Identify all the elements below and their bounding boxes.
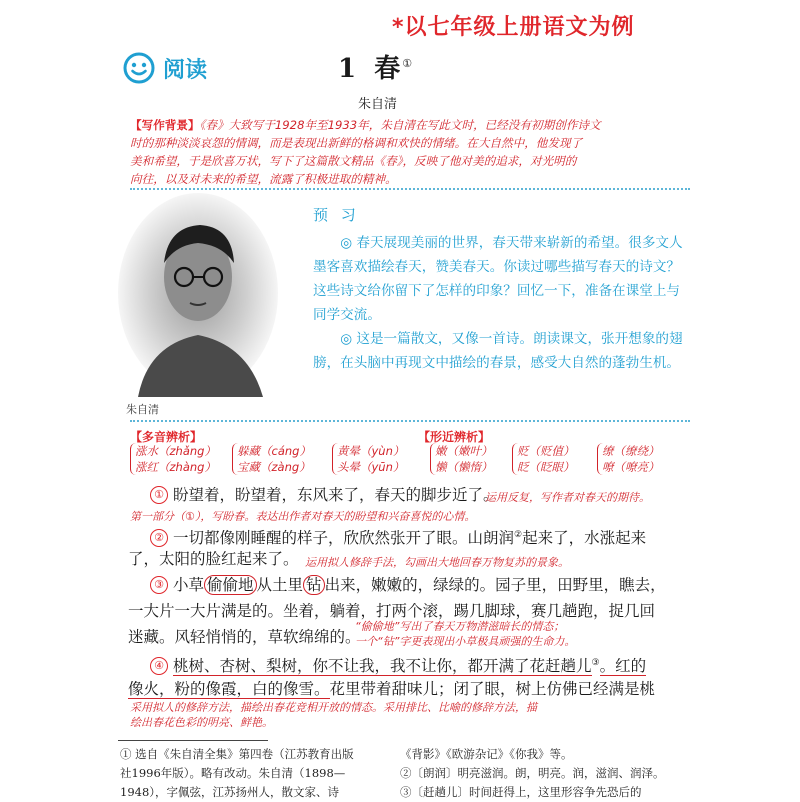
footnote-line: 1948），字佩弦，江苏扬州人，散文家、诗: [120, 785, 340, 799]
shape-group: [430, 443, 493, 475]
preview-section: [313, 204, 693, 375]
author-name: 朱自清: [358, 97, 398, 112]
background-line-text: 《春》大致写于1928年至1933年，朱自清在写此文时，已经没有初期创作诗文: [199, 118, 601, 132]
paragraph-text: 小草: [173, 576, 205, 594]
shape-group: [512, 443, 575, 475]
footnote-line: 社1996年版）。略有改动。朱自清（1898—: [120, 766, 346, 780]
footnote-left: [120, 745, 354, 802]
pronunciation-heading: 【多音辨析】: [130, 430, 203, 444]
underlined-text: 。红的: [599, 657, 647, 676]
lesson-title: [338, 48, 412, 85]
background-line: 向往，以及对未来的希望，流露了积极进取的精神。: [130, 172, 397, 186]
margin-note: “偷偷地”写出了春天万物潜滋暗长的情态；: [355, 620, 565, 633]
paragraph-text: 一大片一大片满是的。坐着，躺着，打两个滚，踢几脚球，赛几趟跑，捉几回: [128, 602, 656, 620]
pron-item: 躲藏（cáng）: [237, 444, 311, 458]
background-line: [130, 116, 670, 134]
part-summary-note: 第一部分（①），写盼春。表达出作者对春天的盼望和兴奋喜悦的心情。: [130, 510, 476, 523]
smiley-icon: [123, 52, 155, 84]
paragraph-text: 盼望着，盼望着，东风来了，春天的脚步近了。: [173, 486, 499, 504]
preview-title: 预 习: [313, 206, 360, 224]
paragraph-number: ②: [150, 529, 168, 547]
shape-item: 懒（懒惰）: [435, 460, 493, 474]
paragraph-number: ④: [150, 657, 168, 675]
footnote-line: ③〔赶趟儿〕时间赶得上，这里形容争先恐后的: [400, 785, 642, 799]
paragraph-number: ①: [150, 486, 168, 504]
pronunciation-group: [232, 443, 311, 475]
footnote-rule: [118, 740, 268, 741]
underlined-text: 像火，粉的像霞，白的像雪。: [128, 680, 330, 698]
paragraph-text: 了，太阳的脸红起来了。: [128, 550, 299, 568]
footnote-mark: ②: [514, 530, 523, 540]
pron-item: 宝藏（zàng）: [237, 460, 311, 474]
shape-item: 眨（眨眼）: [517, 460, 575, 474]
underlined-text: 桃树、杏树、梨树，你不让我，我不让你，都开满了花赶趟儿: [173, 657, 592, 676]
author-portrait: [118, 185, 278, 397]
pronunciation-group: [332, 443, 404, 475]
paragraph-text: 花里带着甜味儿；闭了眼，树上仿佛已经满是桃: [329, 680, 656, 698]
body-paragraph-3: [150, 572, 710, 598]
portrait-caption: 朱自清: [126, 403, 159, 416]
pron-item: 涨水（zhǎng）: [135, 444, 216, 458]
dotted-divider: [130, 420, 690, 422]
background-line: 时的那种淡淡哀怨的情调，而是表现出新鲜的格调和欢快的情绪。在大自然中，他发现了: [130, 136, 583, 150]
footnote-line: ②〔朗润〕明亮滋润。朗，明亮。润，滋润、润泽。: [400, 766, 665, 780]
pron-item: 涨红（zhàng）: [135, 460, 216, 474]
shape-item: 缭（缭绕）: [602, 444, 660, 458]
pronunciation-group: [130, 443, 216, 475]
footnote-line: ① 选自《朱自清全集》第四卷（江苏教育出版: [120, 747, 354, 761]
shape-item: 嘹（嘹亮）: [602, 460, 660, 474]
paragraph-text: 一切都像刚睡醒的样子，欣欣然张开了眼。山朗润: [173, 529, 515, 548]
shape-item: 贬（贬值）: [517, 444, 575, 458]
shape-heading: 【形近辨析】: [418, 430, 491, 444]
margin-note: 运用拟人修辞手法，勾画出大地回春万物复苏的景象。: [305, 556, 569, 569]
footnote-right: [400, 745, 665, 802]
footnote-mark: ③: [591, 658, 600, 668]
background-line: 美和希望，于是欣喜万状，写下了这篇散文精品《春》，反映了他对美的追求，对光明的: [130, 154, 577, 168]
margin-note: 运用反复，写作者对春天的期待。: [485, 491, 650, 504]
margin-note: 一个“钻”字更表现出小草极具顽强的生命力。: [355, 635, 576, 648]
preview-paragraph: ◎ 这是一篇散文，又像一首诗。朗读课文，张开想象的翅膀，在头脑中再现文中描绘的春景，感受大自然的蓬勃生机。: [313, 331, 683, 371]
shape-group: [597, 443, 660, 475]
circled-word: 钻: [303, 575, 325, 595]
paragraph-text: 从土里: [256, 576, 304, 594]
title-footnote-mark: ①: [402, 57, 413, 71]
preview-paragraph: ◎ 春天展现美丽的世界，春天带来崭新的希望。很多文人墨客喜欢描绘春天，赞美春天。你读过哪些描写春天的诗文？这些诗文给你留下了怎样的印象？回忆一下，准备在课堂上与同学交流。: [313, 235, 683, 323]
body-paragraph-4: [150, 650, 710, 679]
margin-note: 采用拟人的修辞方法，描绘出春花竞相开放的情态。采用排比、比喻的修辞方法，描: [130, 701, 537, 714]
section-label: 阅读: [163, 57, 208, 83]
writing-background-note: [130, 116, 670, 188]
paragraph-text: 起来了，水涨起来: [522, 529, 647, 548]
reading-section-badge: [123, 52, 207, 84]
pron-item: 头晕（yūn）: [337, 460, 405, 474]
shape-item: 嫩（嫩叶）: [435, 444, 493, 458]
paragraph-text: 迷藏。风轻悄悄的，草软绵绵的。: [128, 628, 361, 646]
lesson-title-text: 春: [374, 54, 401, 84]
paragraph-number: ③: [150, 576, 168, 594]
margin-note: 绘出春花色彩的明亮、鲜艳。: [130, 716, 273, 729]
circled-phrase: 偷偷地: [204, 575, 257, 595]
footnote-line: 《背影》《欧游杂记》《你我》等。: [400, 747, 573, 761]
paragraph-text: 出来，嫩嫩的，绿绿的。园子里，田野里，瞧去，: [324, 576, 666, 594]
example-banner: *以七年级上册语文为例: [392, 15, 635, 40]
lesson-number: 1: [338, 54, 357, 84]
background-tag: 【写作背景】: [130, 118, 200, 132]
pron-item: 黄晕（yùn）: [337, 444, 405, 458]
